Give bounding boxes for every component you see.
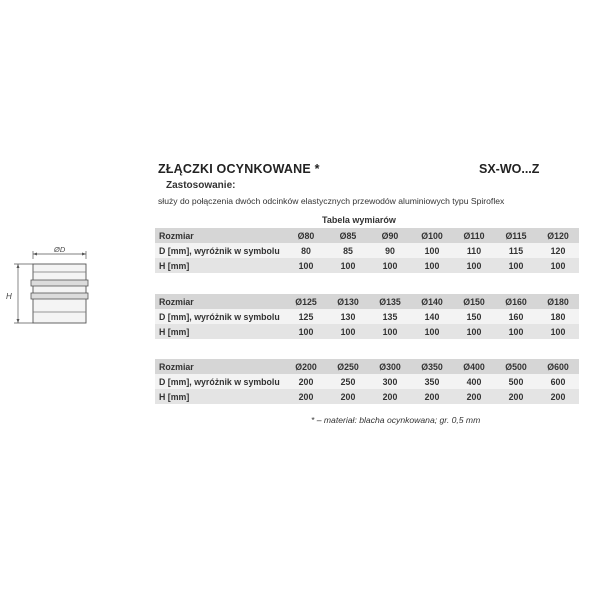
table-cell: 100: [285, 258, 327, 273]
table-cell: 600: [537, 374, 579, 389]
table-cell: 100: [411, 324, 453, 339]
table-cell: 200: [327, 389, 369, 404]
table-cell: Ø180: [537, 294, 579, 309]
table-cell: 100: [285, 324, 327, 339]
table-cell: 100: [495, 324, 537, 339]
table-cell: 100: [453, 258, 495, 273]
table-row: [155, 294, 579, 309]
table-cell: Ø350: [411, 359, 453, 374]
table-cell: 140: [411, 309, 453, 324]
table-cell: Ø120: [537, 228, 579, 243]
row-label: D [mm], wyróżnik w symbolu: [155, 374, 285, 389]
table-cell: 85: [327, 243, 369, 258]
table-cell: 300: [369, 374, 411, 389]
row-label: H [mm]: [155, 389, 285, 404]
table-row: [155, 243, 579, 258]
table-cell: Ø100: [411, 228, 453, 243]
table-cell: 200: [537, 389, 579, 404]
connector-drawing: [0, 247, 110, 327]
table-cell: 100: [453, 324, 495, 339]
table-cell: 80: [285, 243, 327, 258]
row-label: Rozmiar: [155, 294, 285, 309]
usage-label: Zastosowanie:: [166, 180, 236, 191]
table-cell: 110: [453, 243, 495, 258]
product-code: SX-WO...Z: [479, 162, 540, 176]
table-cell: Ø300: [369, 359, 411, 374]
product-title: ZŁĄCZKI OCYNKOWANE *: [158, 162, 320, 176]
table-cell: 120: [537, 243, 579, 258]
row-label: H [mm]: [155, 324, 285, 339]
table-cell: Ø80: [285, 228, 327, 243]
usage-description: służy do połączenia dwóch odcinków elastycznych przewodów aluminiowych typu Spiroflex: [158, 196, 505, 206]
table-row: [155, 258, 579, 273]
table-cell: Ø600: [537, 359, 579, 374]
table-row: [155, 228, 579, 243]
table-cell: 200: [285, 374, 327, 389]
table-cell: Ø130: [327, 294, 369, 309]
table-row: [155, 324, 579, 339]
table-cell: 180: [537, 309, 579, 324]
table-cell: 130: [327, 309, 369, 324]
dimensions-table-3: [155, 359, 579, 404]
table-row: [155, 359, 579, 374]
table-cell: 200: [453, 389, 495, 404]
table-row: [155, 389, 579, 404]
table-cell: 100: [369, 258, 411, 273]
table-cell: 100: [327, 258, 369, 273]
table-row: [155, 374, 579, 389]
table-cell: 400: [453, 374, 495, 389]
table-cell: Ø135: [369, 294, 411, 309]
table-cell: Ø115: [495, 228, 537, 243]
table-cell: 135: [369, 309, 411, 324]
table-cell: 100: [537, 258, 579, 273]
connector-rib-top: [31, 280, 88, 286]
table-cell: Ø250: [327, 359, 369, 374]
table-cell: 90: [369, 243, 411, 258]
table-cell: 100: [327, 324, 369, 339]
dimensions-table-1: [155, 228, 579, 273]
dim-h-label: H: [6, 292, 12, 301]
table-cell: 100: [411, 243, 453, 258]
row-label: D [mm], wyróżnik w symbolu: [155, 309, 285, 324]
table-cell: Ø150: [453, 294, 495, 309]
material-footnote: * – materiał: blacha ocynkowana; gr. 0,5 mm: [311, 415, 481, 425]
table-cell: 150: [453, 309, 495, 324]
table-cell: 125: [285, 309, 327, 324]
row-label: H [mm]: [155, 258, 285, 273]
table-cell: 200: [411, 389, 453, 404]
table-cell: Ø500: [495, 359, 537, 374]
table-cell: Ø125: [285, 294, 327, 309]
table-cell: Ø160: [495, 294, 537, 309]
table-cell: 200: [495, 389, 537, 404]
table-cell: 200: [285, 389, 327, 404]
dim-d-label: ØD: [54, 247, 66, 254]
table-cell: 500: [495, 374, 537, 389]
table-cell: 115: [495, 243, 537, 258]
table-cell: 350: [411, 374, 453, 389]
table-cell: Ø200: [285, 359, 327, 374]
table-row: [155, 309, 579, 324]
row-label: D [mm], wyróżnik w symbolu: [155, 243, 285, 258]
table-cell: Ø110: [453, 228, 495, 243]
table-cell: 160: [495, 309, 537, 324]
table-caption: Tabela wymiarów: [322, 215, 396, 225]
table-cell: Ø400: [453, 359, 495, 374]
table-cell: 100: [411, 258, 453, 273]
row-label: Rozmiar: [155, 359, 285, 374]
row-label: Rozmiar: [155, 228, 285, 243]
table-cell: Ø140: [411, 294, 453, 309]
table-cell: Ø90: [369, 228, 411, 243]
dimensions-table-2: [155, 294, 579, 339]
table-cell: 250: [327, 374, 369, 389]
table-cell: Ø85: [327, 228, 369, 243]
connector-rib-bottom: [31, 293, 88, 299]
table-cell: 200: [369, 389, 411, 404]
table-cell: 100: [537, 324, 579, 339]
table-cell: 100: [369, 324, 411, 339]
table-cell: 100: [495, 258, 537, 273]
